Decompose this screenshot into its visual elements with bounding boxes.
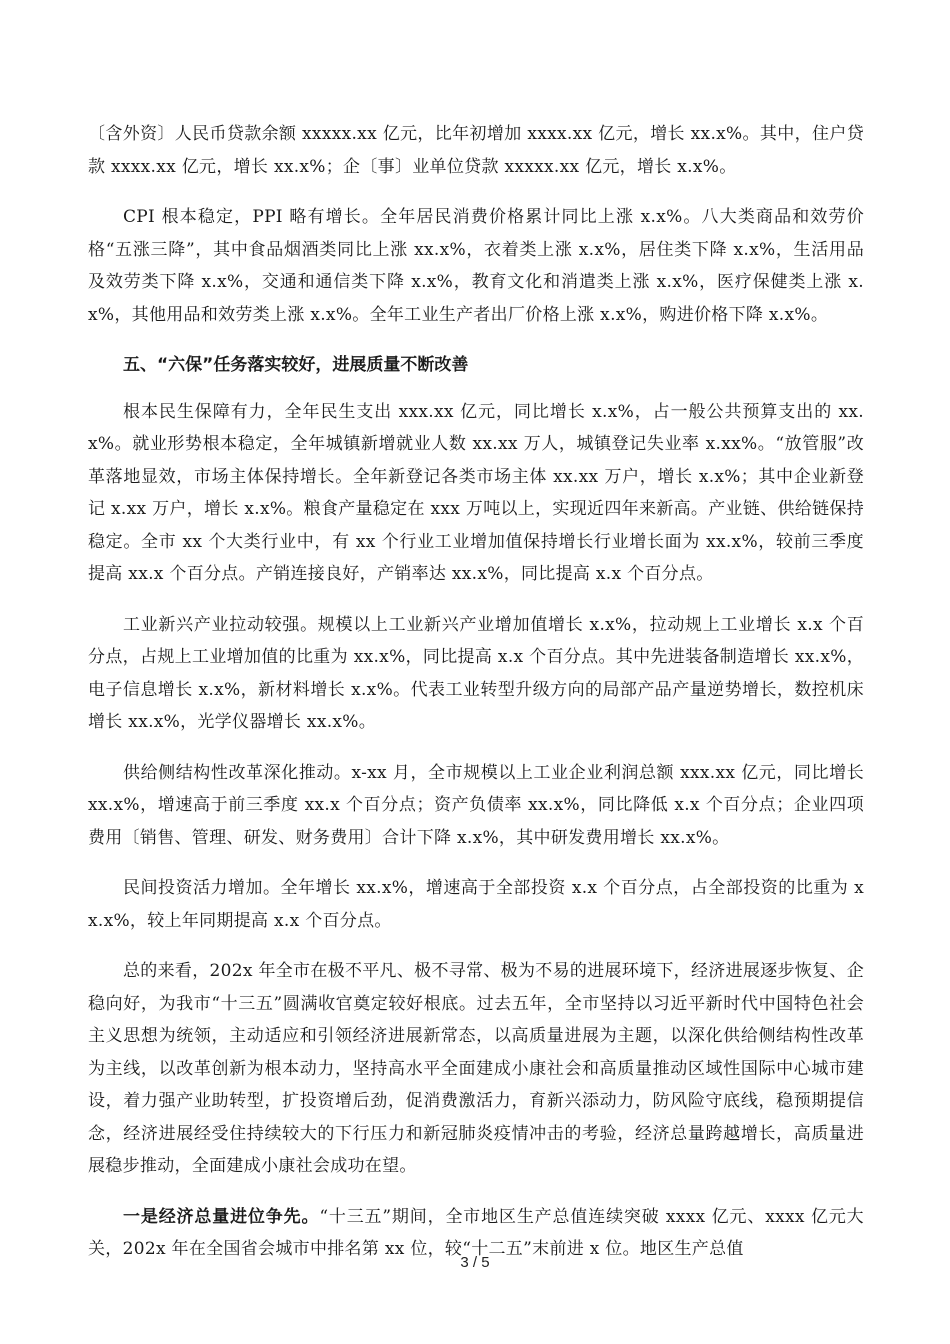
page-number: 3 / 5 — [460, 1254, 490, 1271]
document-body — [88, 118, 864, 1284]
paragraph-emerging-industries: 工业新兴产业拉动较强。规模以上工业新兴产业增加值增长 x.x%，拉动规上工业增长 x.x 个百分点，占规上工业增加值的比重为 xx.x%，同比提高 x.x 个百分点。其中先进装备制造增长 xx.x%，电子信息增长 x.x%，新材料增长 x.x%。代表工业转型升级方向的局部产品产量逆势增长，数控机床增长 xx.x%，光学仪器增长 xx.x%。 — [88, 614, 864, 732]
paragraph-supply-side-reform: 供给侧结构性改革深化推动。x-xx 月，全市规模以上工业企业利润总额 xxx.xx 亿元，同比增长 xx.x%，增速高于前三季度 xx.x 个百分点；资产负债率 xx.x%，同比降低 x.x 个百分点；企业四项费用〔销售、管理、研发、财务费用〕合计下降 x.x%，其中研发费用增长 xx.x%。 — [88, 762, 864, 848]
paragraph-cpi-ppi: CPI 根本稳定，PPI 略有增长。全年居民消费价格累计同比上涨 x.x%。八大类商品和效劳价格“五涨三降”，其中食品烟酒类同比上涨 xx.x%，衣着类上涨 x.x%，居住类下降 x.x%，生活用品及效劳类下降 x.x%，交通和通信类下降 x.x%，教育文化和消遣类上涨 x.x%，医疗保健类上涨 x.x%，其他用品和效劳类上涨 x.x%。全年工业生产者出厂价格上涨 x.x%，购进价格下降 x.x%。 — [88, 207, 864, 325]
paragraph-summary: 总的来看，202x 年全市在极不平凡、极不寻常、极为不易的进展环境下，经济进展逐步恢复、企稳向好，为我市“十三五”圆满收官奠定较好根底。过去五年，全市坚持以习近平新时代中国特色社会主义思想为统领，主动适应和引领经济进展新常态，以高质量进展为主题，以深化供给侧结构性改革为主线，以改革创新为根本动力，坚持高水平全面建成小康社会和高质量推动区域性国际中心城市建设，着力强产业助转型，扩投资增后劲，促消费激活力，育新兴添动力，防风险守底线，稳预期提信念，经济进展经受住持续较大的下行压力和新冠肺炎疫情冲击的考验，经济总量跨越增长，高质量进展稳步推动，全面建成小康社会成功在望。 — [88, 961, 864, 1176]
section-heading-five: 五、“六保”任务落实较好，进展质量不断改善 — [123, 355, 469, 375]
paragraph-lead-bold: 一是经济总量进位争先。 — [123, 1206, 320, 1227]
paragraph-loans-continued: 〔含外资〕人民币贷款余额 xxxxx.xx 亿元，比年初增加 xxxx.xx 亿元，增长 xx.x%。其中，住户贷款 xxxx.xx 亿元，增长 xx.x%；企〔事〕业单位贷款 xxxxx.xx 亿元，增长 x.x%。 — [88, 124, 864, 177]
paragraph-private-investment: 民间投资活力增加。全年增长 xx.x%，增速高于全部投资 x.x 个百分点，占全部投资的比重为 xx.x%，较上年同期提高 x.x 个百分点。 — [88, 878, 864, 931]
paragraph-economic-total-text: “十三五”期间，全市地区生产总值连续突破 xxxx 亿元、xxxx 亿元大关，202x 年在全国省会城市中排名第 xx 位，较“十二五”末前进 x 位。地区生产总值 — [88, 1206, 864, 1259]
paragraph-livelihood: 根本民生保障有力，全年民生支出 xxx.xx 亿元，同比增长 x.x%，占一般公共预算支出的 xx.x%。就业形势根本稳定，全年城镇新增就业人数 xx.xx 万人，城镇登记失业率 x.xx%。“放管服”改革落地显效，市场主体保持增长。全年新登记各类市场主体 xx.xx 万户，增长 x.x%；其中企业新登记 x.xx 万户，增长 x.x%。粮食产量稳定在 xxx 万吨以上，实现近四年来新高。产业链、供给链保持稳定。全市 xx 个大类行业中，有 xx 个行业工业增加值保持增长行业增长面为 xx.x%，较前三季度提高 xx.x 个百分点。产销连接良好，产销率达 xx.x%，同比提高 x.x 个百分点。 — [88, 401, 864, 584]
